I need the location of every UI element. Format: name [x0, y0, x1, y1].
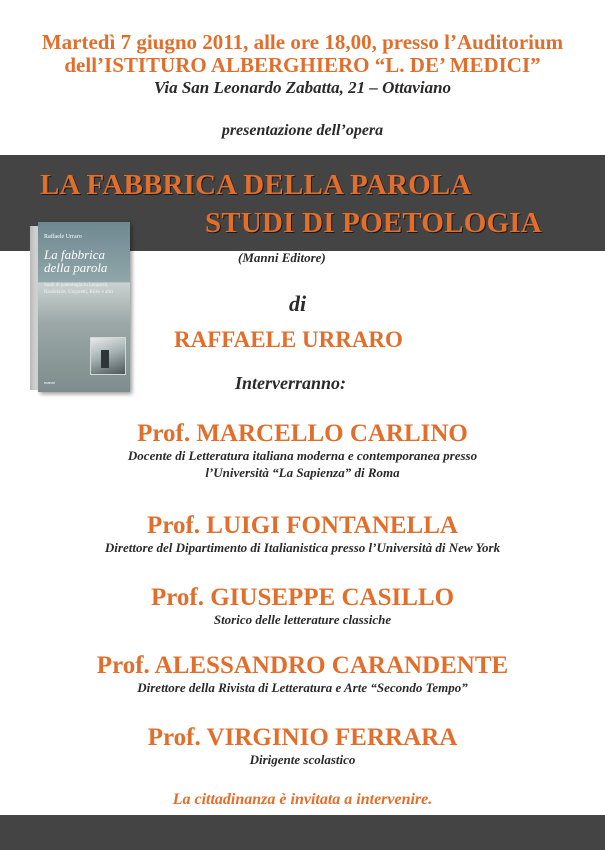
book-cover-image [30, 222, 130, 392]
event-header [0, 0, 605, 139]
book-title-line-2: STUDI DI POETOLOGIA [205, 207, 542, 239]
closing-invitation: La cittadinanza è invitata a intervenire. [172, 791, 433, 808]
publisher-label: (Manni Editore) [238, 250, 326, 265]
speaker-name: Prof. LUIGI FONTANELLA [147, 512, 458, 539]
speaker-role: Docente di Letteratura italiana moderna e contemporanea presso [127, 448, 478, 463]
cover-author: Raffaele Urraro [44, 234, 82, 240]
footer-band [0, 815, 605, 850]
speakers-heading: Interverranno: [235, 373, 347, 393]
event-date-line: Martedì 7 giugno 2011, alle ore 18,00, presso l’Auditorium [41, 30, 564, 54]
presentation-label: presentazione dell’opera [221, 122, 384, 139]
speaker-name: Prof. VIRGINIO FERRARA [147, 724, 458, 751]
book-title-line-1: LA FABBRICA DELLA PAROLA [40, 169, 472, 201]
speaker-block [0, 584, 605, 628]
speaker-block [0, 512, 605, 556]
author-name: RAFFAELE URRARO [174, 327, 403, 352]
cover-publisher: manni [44, 380, 55, 385]
speaker-name: Prof. MARCELLO CARLINO [137, 420, 468, 447]
speaker-block [0, 652, 605, 696]
speaker-role: l’Università “La Sapienza” di Roma [205, 465, 400, 480]
by-label: di [289, 291, 307, 316]
event-address: Via San Leonardo Zabatta, 21 – Ottaviano [153, 78, 452, 97]
book-cover-face [38, 222, 130, 392]
speaker-name: Prof. GIUSEPPE CASILLO [150, 584, 455, 611]
cover-photo [90, 337, 126, 375]
speaker-role: Dirigente scolastico [249, 752, 356, 767]
cover-subtitle: Studi di poetologia su Leopardi, Baudelaire, Ungaretti, Rilke e altri [44, 283, 114, 295]
speaker-role: Direttore della Rivista di Letteratura e Arte “Secondo Tempo” [137, 680, 468, 695]
speaker-role: Direttore del Dipartimento di Italianistica presso l’Università di New York [104, 540, 501, 555]
speaker-block [0, 420, 605, 481]
cover-title: La fabbrica della parola [44, 247, 108, 275]
speaker-role: Storico delle letterature classiche [213, 612, 392, 627]
speaker-name: Prof. ALESSANDRO CARANDENTE [96, 652, 509, 679]
event-venue-line: dell’ISTITURO ALBERGHIERO “L. DE’ MEDICI” [64, 53, 541, 77]
speaker-block [0, 724, 605, 768]
